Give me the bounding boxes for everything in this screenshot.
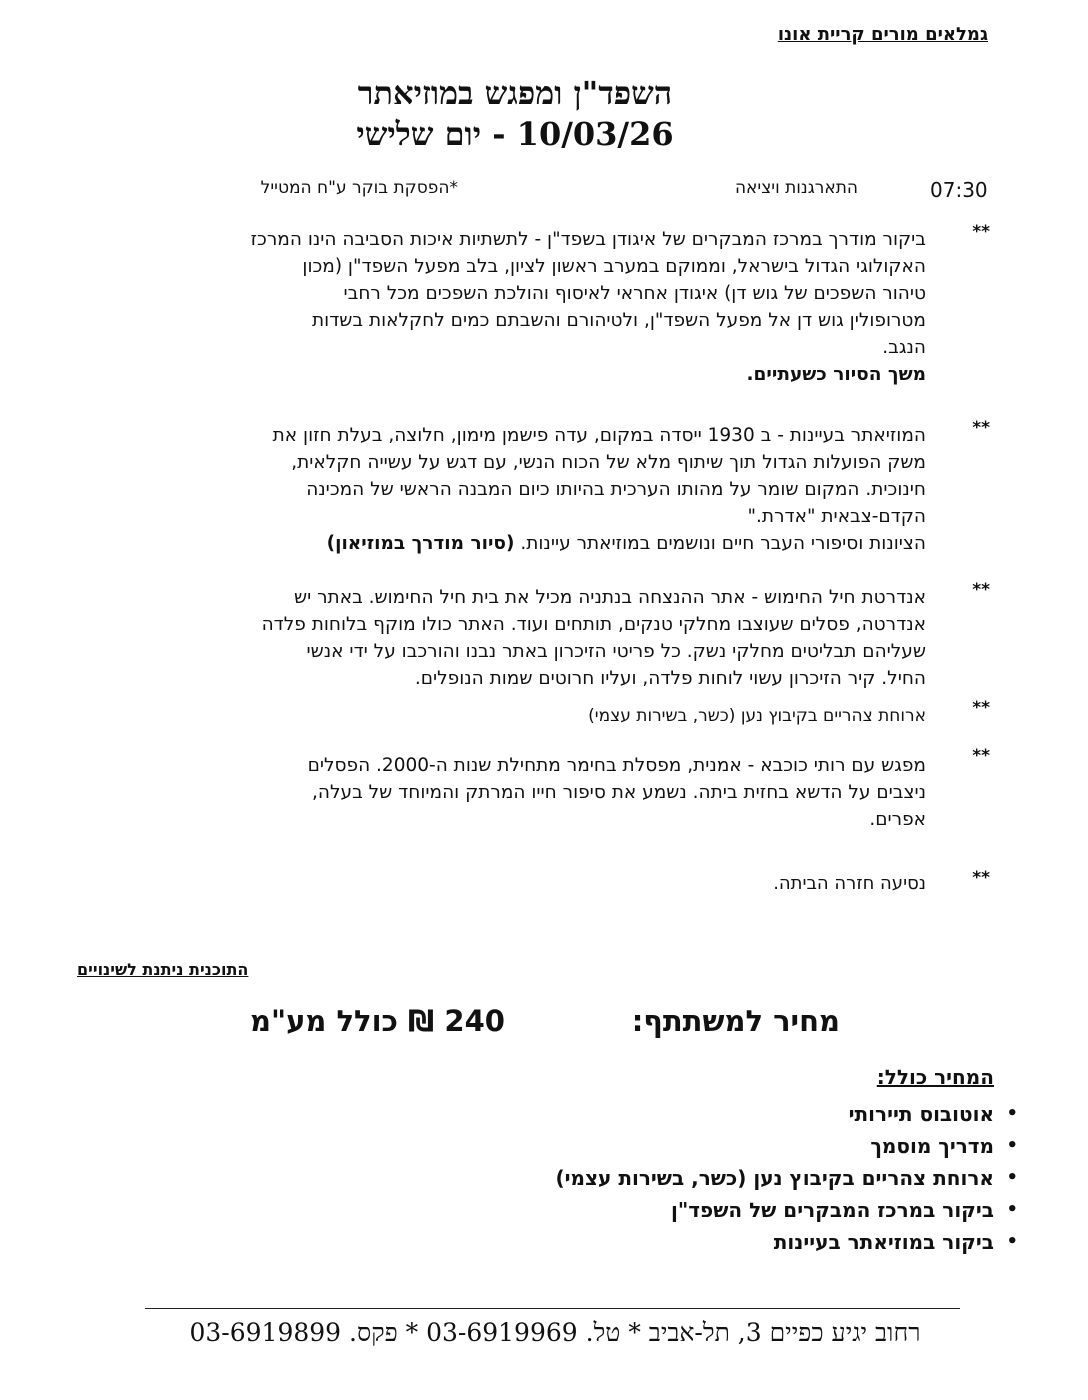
museum-tour-note: (סיור מודרך במוזיאון) (326, 533, 515, 554)
artist-paragraph (166, 752, 926, 833)
price-amount: 240 ₪ כולל מע"מ (250, 1004, 505, 1038)
museum-line: המוזיאתר בעיינות - ב 1930 ייסדה במקום, עדה פישמן מימון, חלוצה, בעלת חזון את (272, 425, 926, 446)
bullet-icon: • (1006, 1135, 1018, 1156)
shafdan-line: מטרופולין גוש דן אל מפעל השפד"ן, ולטיהורם והשבתם כמים לחקלאות בשדות (312, 310, 926, 331)
bullet-icon: • (1006, 1199, 1018, 1220)
artist-line: מפגש עם רותי כוכבא - אמנית, מפסלת בחימר מתחילת שנות ה-2000. הפסלים (307, 755, 926, 776)
section-marker: ** (972, 580, 990, 600)
footer-contact: רחוב יגיע כפיים 3, תל-אביב * טל. 03-6919969 * פקס. 03-6919899 (189, 1318, 921, 1347)
date-line: 10/03/26 - יום שלישי (356, 115, 674, 153)
list-item (555, 1226, 1018, 1258)
museum-last-line (166, 530, 926, 557)
list-item-label: ארוחת צהריים בקיבוץ נען (כשר, בשירות עצמי) (555, 1166, 994, 1190)
museum-line: הקדם-צבאית "אדרת." (747, 506, 926, 527)
price-label: מחיר למשתתף: (631, 1004, 840, 1038)
list-item-label: מדריך מוסמך (870, 1134, 994, 1158)
artist-line: אפרים. (869, 809, 926, 830)
artist-line: ניצבים על הדשא בחזית ביתה. נשמע את סיפור חייו המרתק והמיוחד של בעלה, (312, 782, 926, 803)
lunch-line: ארוחת צהריים בקיבוץ נען (כשר, בשירות עצמי) (588, 706, 926, 726)
bullet-icon: • (1006, 1103, 1018, 1124)
departure-time: 07:30 (930, 178, 988, 202)
departure-text: התארגנות ויציאה (734, 178, 858, 198)
breakfast-note: *הפסקת בוקר ע"ח המטייל (260, 178, 458, 198)
footer-divider (145, 1308, 960, 1309)
memorial-line: החיל. קיר הזיכרון עשוי לוחות פלדה, ועליו חרוטים שמות הנופלים. (414, 668, 926, 689)
shafdan-duration: משך הסיור כשעתיים. (746, 364, 926, 385)
shafdan-line: טיהור השפכים של גוש דן) איגודן אחראי לאיסוף והולכת השפכים מכל רחבי (343, 283, 926, 304)
memorial-line: שעליהם תבליטים מחלקי נשק. כל פריטי הזיכרון באתר נבנו והורכבו על ידי אנשי (306, 641, 926, 662)
list-item (555, 1162, 1018, 1194)
includes-title: המחיר כולל: (876, 1065, 994, 1089)
list-item (555, 1098, 1018, 1130)
shafdan-line: הנגב. (882, 337, 926, 358)
list-item (555, 1130, 1018, 1162)
section-marker: ** (972, 418, 990, 438)
bullet-icon: • (1006, 1231, 1018, 1252)
price-row (250, 1004, 850, 1048)
organization-name: גמלאים מורים קריית אונו (777, 24, 988, 45)
shafdan-line: ביקור מודרך במרכז המבקרים של איגודן בשפד"ן - לתשתיות איכות הסביבה הינו המרכז (250, 229, 926, 250)
museum-line: חינוכית. המקום שומר על מהותו הערכית בהיותו כיום המבנה הראשי של המכינה (306, 479, 926, 500)
list-item-label: ביקור במוזיאתר בעיינות (773, 1230, 994, 1254)
memorial-line: אנדרטה, פסלים שעוצבו מחלקי טנקים, תותחים ועוד. האתר כולו מוקף בלוחות פלדה (261, 614, 926, 635)
return-line: נסיעה חזרה הביתה. (773, 873, 926, 894)
section-marker: ** (972, 222, 990, 242)
page-title: השפד"ן ומפגש במוזיאתר (357, 74, 673, 112)
section-marker: ** (972, 746, 990, 766)
memorial-line: אנדרטת חיל החימוש - אתר ההנצחה בנתניה מכיל את בית חיל החימוש. באתר יש (293, 587, 926, 608)
shafdan-paragraph (166, 226, 926, 388)
list-item (555, 1194, 1018, 1226)
museum-line: משק הפועלות הגדול תוך שיתוף מלא של הכוח הנשי, עם דגש על עשייה חקלאית, (291, 452, 926, 473)
includes-list (555, 1098, 1018, 1258)
museum-paragraph (166, 422, 926, 557)
list-item-label: אוטובוס תיירותי (848, 1102, 994, 1126)
bullet-icon: • (1006, 1167, 1018, 1188)
museum-summary: הציונות וסיפורי העבר חיים ונושמים במוזיאתר עיינות. (520, 533, 926, 554)
list-item-label: ביקור במרכז המבקרים של השפד"ן (671, 1198, 994, 1222)
section-marker: ** (972, 868, 990, 888)
section-marker: ** (972, 698, 990, 718)
shafdan-line: האקולוגי הגדול בישראל, וממוקם במערב ראשון לציון, בלב מפעל השפד"ן (מכון (302, 256, 926, 277)
memorial-paragraph (166, 584, 926, 692)
changes-notice: התוכנית ניתנת לשינויים (77, 960, 249, 979)
